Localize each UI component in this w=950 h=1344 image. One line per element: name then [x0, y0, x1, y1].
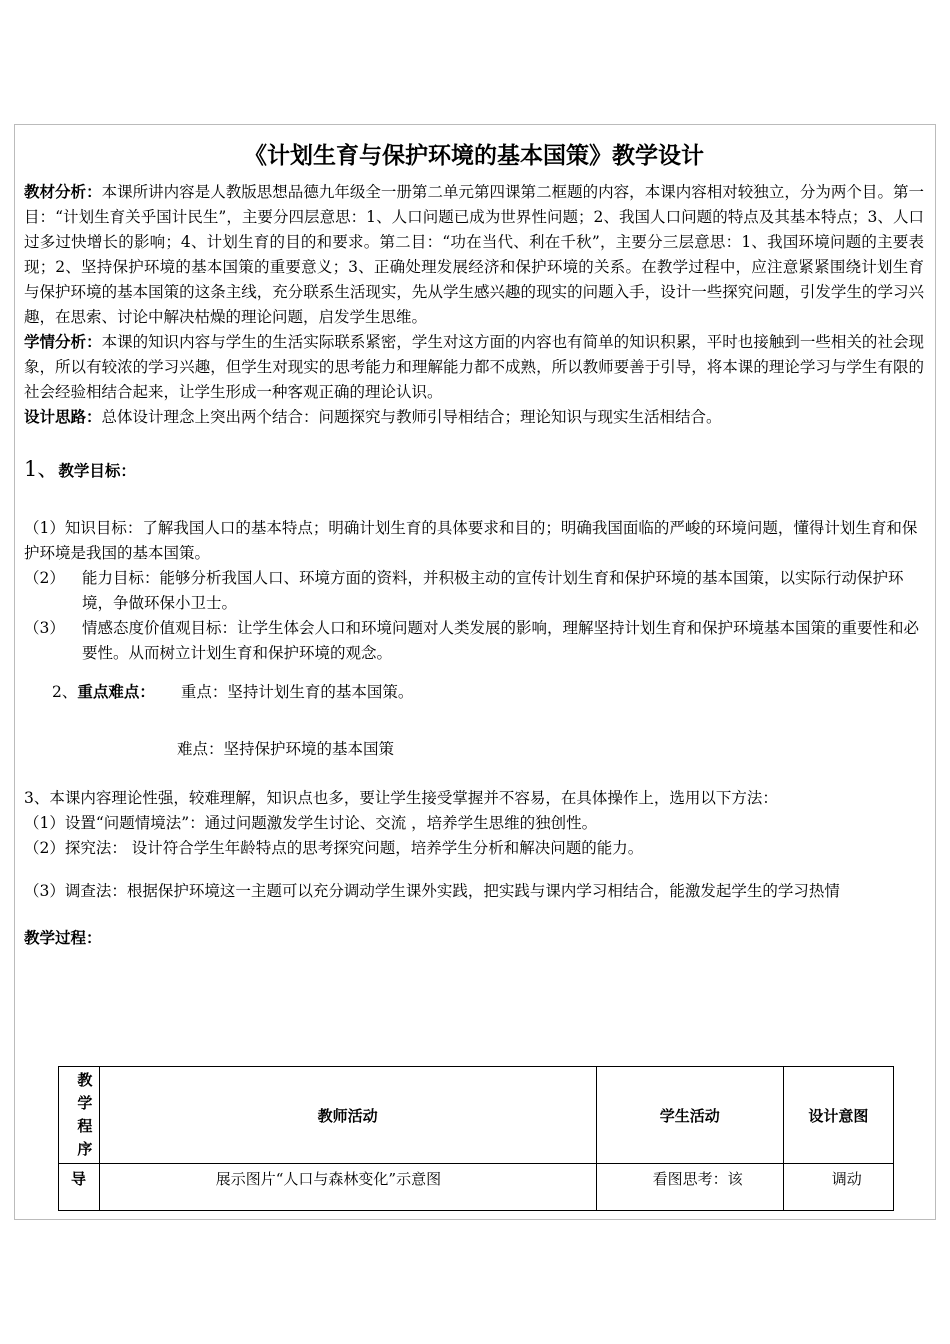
goal-item — [24, 516, 924, 566]
document-body — [24, 140, 924, 951]
design-text: 总体设计理念上突出两个结合：问题探究与教师引导相结合；理论知识与现实生活相结合。 — [101, 408, 722, 426]
row-student: 看图思考：该 — [596, 1164, 783, 1211]
table-header-row — [59, 1067, 894, 1164]
keypoints-label: 重点难点： — [77, 683, 155, 701]
students-text: 本课的知识内容与学生的生活实际联系紧密，学生对这方面的内容也有简单的知识积累，平时也接触到一些相关的社会现象，所以有较浓的学习兴趣，但学生对现实的思考能力和理解能力都不成熟，所以教师要善于引导，将本课的理论学习与学生有限的社会经验相结合起来，让学生形成一种客观正确的理论认识。 — [24, 333, 924, 401]
students-label: 学情分析： — [24, 333, 102, 351]
row-teacher: 展示图片“人口与森林变化”示意图 — [99, 1164, 596, 1211]
keypoints-number: 2、 — [52, 683, 78, 701]
goal-tag: （3） — [24, 619, 65, 637]
document-title: 《计划生育与保护环境的基本国策》教学设计 — [244, 143, 704, 169]
method-2: （2）探究法： 设计符合学生年龄特点的思考探究问题，培养学生分析和解决问题的能力。 — [24, 839, 644, 857]
process-table — [58, 1066, 894, 1211]
goals-heading — [24, 454, 924, 486]
keypoints-line — [24, 680, 924, 705]
row-procedure: 导 — [59, 1164, 100, 1211]
goals-number: 1、 — [24, 457, 59, 481]
material-analysis — [24, 180, 924, 330]
goal-tag: （2） — [24, 569, 65, 587]
method-3: （3）调查法：根据保护环境这一主题可以充分调动学生课外实践，把实践与课内学习相结合，能激发起学生的学习热情 — [24, 882, 840, 900]
goals-label: 教学目标： — [58, 462, 136, 480]
header-procedure: 教 学 程 序 — [59, 1067, 100, 1164]
design-idea — [24, 405, 924, 430]
goal-text: 情感态度价值观目标：让学生体会人口和环境问题对人类发展的影响，理解坚持计划生育和保护环境基本国策的重要性和必要性。从而树立计划生育和保护环境的观念。 — [82, 619, 920, 662]
material-label: 教材分析： — [24, 183, 102, 201]
goal-item — [24, 566, 924, 616]
row-intent: 调动 — [783, 1164, 893, 1211]
design-label: 设计思路： — [24, 408, 102, 426]
header-intent: 设计意图 — [783, 1067, 893, 1164]
goal-item — [24, 616, 924, 666]
table-row — [59, 1164, 894, 1211]
method-1: （1）设置“问题情境法”：通过问题激发学生讨论、交流 ，培养学生思维的独创性。 — [24, 814, 598, 832]
methods-intro: 3、本课内容理论性强，较难理解，知识点也多，要让学生接受掌握并不容易，在具体操作上，选用以下方法： — [24, 789, 778, 807]
keypoint-difficult: 难点：坚持保护环境的基本国策 — [177, 740, 395, 758]
goal-text: 能力目标：能够分析我国人口、环境方面的资料，并积极主动的宣传计划生育和保护环境的基本国策，以实际行动保护环境，争做环保小卫士。 — [82, 569, 904, 612]
header-student: 学生活动 — [596, 1067, 783, 1164]
goal-text: 知识目标：了解我国人口的基本特点；明确计划生育的具体要求和目的；明确我国面临的严峻的环境问题，懂得计划生育和保护环境是我国的基本国策。 — [24, 519, 918, 562]
keypoint-key: 重点：坚持计划生育的基本国策。 — [180, 683, 414, 701]
material-text: 本课所讲内容是人教版思想品德九年级全一册第二单元第四课第二框题的内容，本课内容相对较独立，分为两个目。第一目：“计划生育关乎国计民生”，主要分四层意思：1、人口问题已成为世界性问题；2、我国人口问题的特点及其基本特点；3、人口过多过快增长的影响；4、计划生育的目的和要求。第二目：“功在当代、利在千秋”，主要分三层意思：1、我国环境问题的主要表现；2、坚持保护环境的基本国策的重要意义；3、正确处理发展经济和保护环境的关系。在教学过程中，应注意紧紧围绕计划生育与保护环境的基本国策的这条主线，充分联系生活现实，先从学生感兴趣的现实的问题入手，设计一些探究问题，引发学生的学习兴趣，在思索、讨论中解决枯燥的理论问题，启发学生思维。 — [24, 183, 924, 326]
goal-tag: （1） — [24, 519, 65, 537]
header-teacher: 教师活动 — [99, 1067, 596, 1164]
process-label: 教学过程： — [24, 929, 102, 947]
student-analysis — [24, 330, 924, 405]
